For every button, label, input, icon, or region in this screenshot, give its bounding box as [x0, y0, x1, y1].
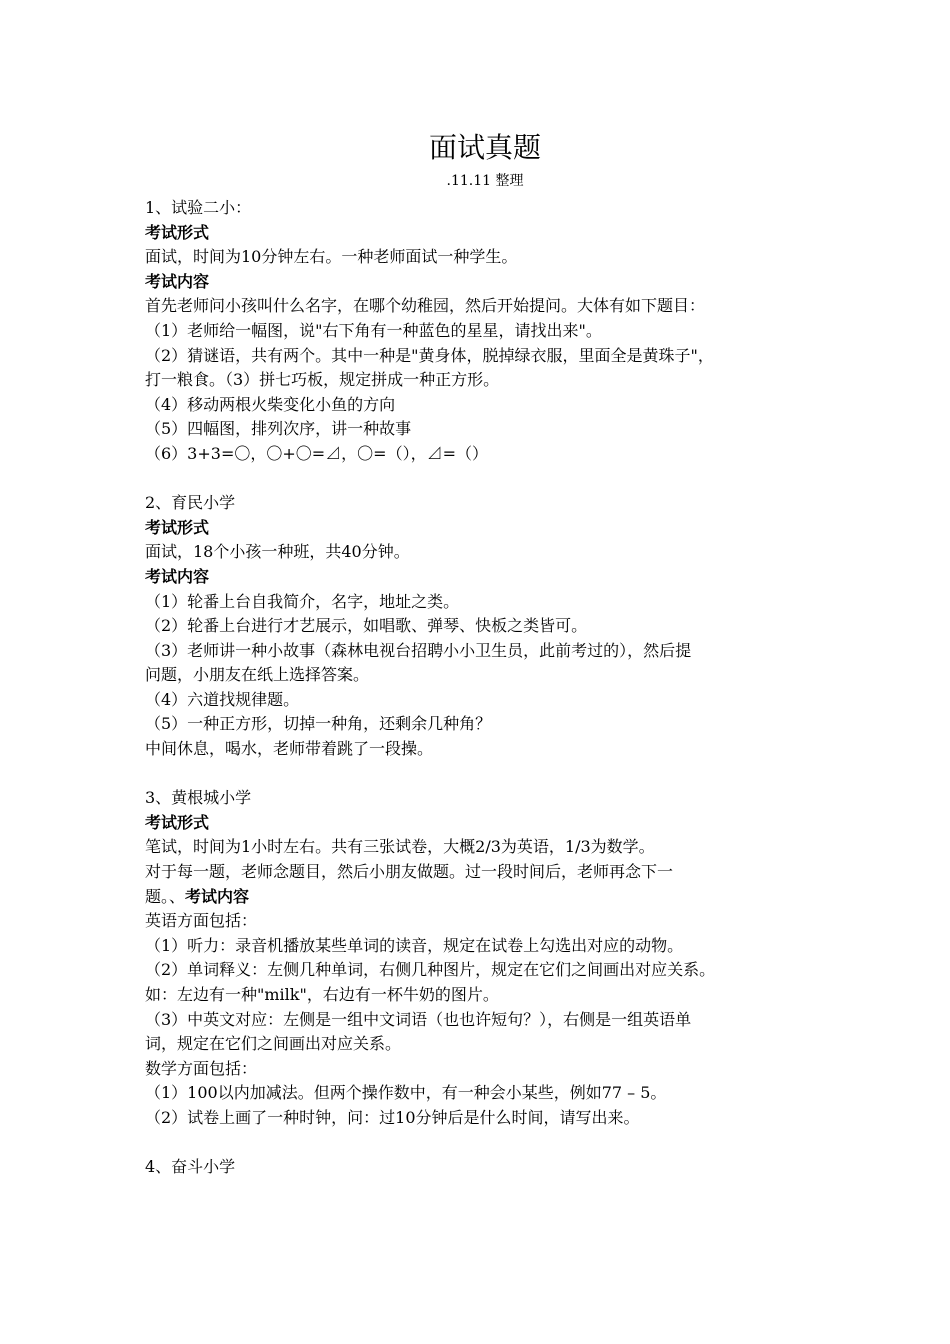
content-line: 英语方面包括：: [145, 911, 258, 931]
form-text: 面试，18个小孩一种班，共40分钟。: [145, 542, 410, 562]
document-title: 面试真题: [428, 131, 541, 164]
content-line: （1）听力：录音机播放某些单词的读音，规定在试卷上勾选出对应的动物。: [145, 935, 684, 955]
content-line: 打一粮食。（3）拼七巧板，规定拼成一种正方形。: [145, 370, 500, 390]
section-heading: 3、黄根城小学: [145, 788, 252, 808]
content-line: 数学方面包括：: [145, 1058, 258, 1078]
form-label: 考试形式: [145, 517, 210, 537]
content-line: （4）六道找规律题。: [145, 689, 300, 709]
content-line: （4）移动两根火柴变化小鱼的方向: [145, 394, 396, 414]
blank-line: [145, 1131, 825, 1156]
content-line: 词，规定在它们之间画出对应关系。: [145, 1034, 402, 1054]
content-line: （1）老师给一幅图，说"右下角有一种蓝色的星星，请找出来"。: [145, 320, 602, 340]
section-4: [145, 1155, 825, 1180]
content-label: 考试内容: [145, 271, 210, 291]
section-2: [145, 491, 825, 762]
blank-line: [145, 762, 825, 787]
content-line: （2）试卷上画了一种时钟，问：过10分钟后是什么时间，请写出来。: [145, 1107, 640, 1127]
content-line: （6）3+3=〇，〇+〇=⊿，〇=（），⊿=（）: [145, 443, 488, 463]
content-line: 问题，小朋友在纸上选择答案。: [145, 665, 370, 685]
content-label: 考试内容: [185, 886, 250, 906]
form-text: 笔试，时间为1小时左右。共有三张试卷，大概2/3为英语，1/3为数学。: [145, 837, 655, 857]
content-line: （2）单词释义：左侧几种单词，右侧几种图片，规定在它们之间画出对应关系。: [145, 960, 716, 980]
content-line: （5）四幅图，排列次序，讲一种故事: [145, 419, 412, 439]
blank-line: [145, 467, 825, 492]
section-heading: 4、奋斗小学: [145, 1157, 236, 1177]
content-line: （5）一种正方形，切掉一种角，还剩余几种角？: [145, 714, 492, 734]
form-text: 面试，时间为10分钟左右。一种老师面试一种学生。: [145, 247, 518, 267]
content-line: 首先老师问小孩叫什么名字，在哪个幼稚园，然后开始提问。大体有如下题目：: [145, 296, 706, 316]
form-label: 考试形式: [145, 222, 210, 242]
document-date: .11.11 整理: [446, 173, 524, 189]
content-line: （3）中英文对应：左侧是一组中文词语（也也许短句？），右侧是一组英语单: [145, 1009, 692, 1029]
form-label: 考试形式: [145, 812, 210, 832]
content-line: 中间休息，喝水，老师带着跳了一段操。: [145, 739, 434, 759]
content-line: （2）猜谜语，共有两个。其中一种是"黄身体，脱掉绿衣服，里面全是黄珠子"，: [145, 345, 714, 365]
form-text-continued: [145, 885, 825, 910]
content-line: （1）100以内加减法。但两个操作数中，有一种会小某些，例如77 – 5。: [145, 1083, 667, 1103]
section-3: [145, 786, 825, 1130]
content-line: （2）轮番上台进行才艺展示，如唱歌、弹琴、快板之类皆可。: [145, 616, 588, 636]
section-heading: 2、育民小学: [145, 493, 236, 513]
form-text-prefix: 题。、: [145, 886, 186, 906]
section-1: [145, 196, 825, 467]
content-label: 考试内容: [145, 566, 210, 586]
content-line: （1）轮番上台自我简介，名字，地址之类。: [145, 591, 460, 611]
form-text: 对于每一题，老师念题目，然后小朋友做题。过一段时间后，老师再念下一: [145, 862, 674, 882]
content-line: 如：左边有一种"milk"，右边有一杯牛奶的图片。: [145, 985, 499, 1004]
document-page: [145, 128, 825, 1180]
section-heading: 1、试验二小：: [145, 198, 252, 217]
content-line: （3）老师讲一种小故事（森林电视台招聘小小卫生员，此前考过的），然后提: [145, 640, 692, 660]
